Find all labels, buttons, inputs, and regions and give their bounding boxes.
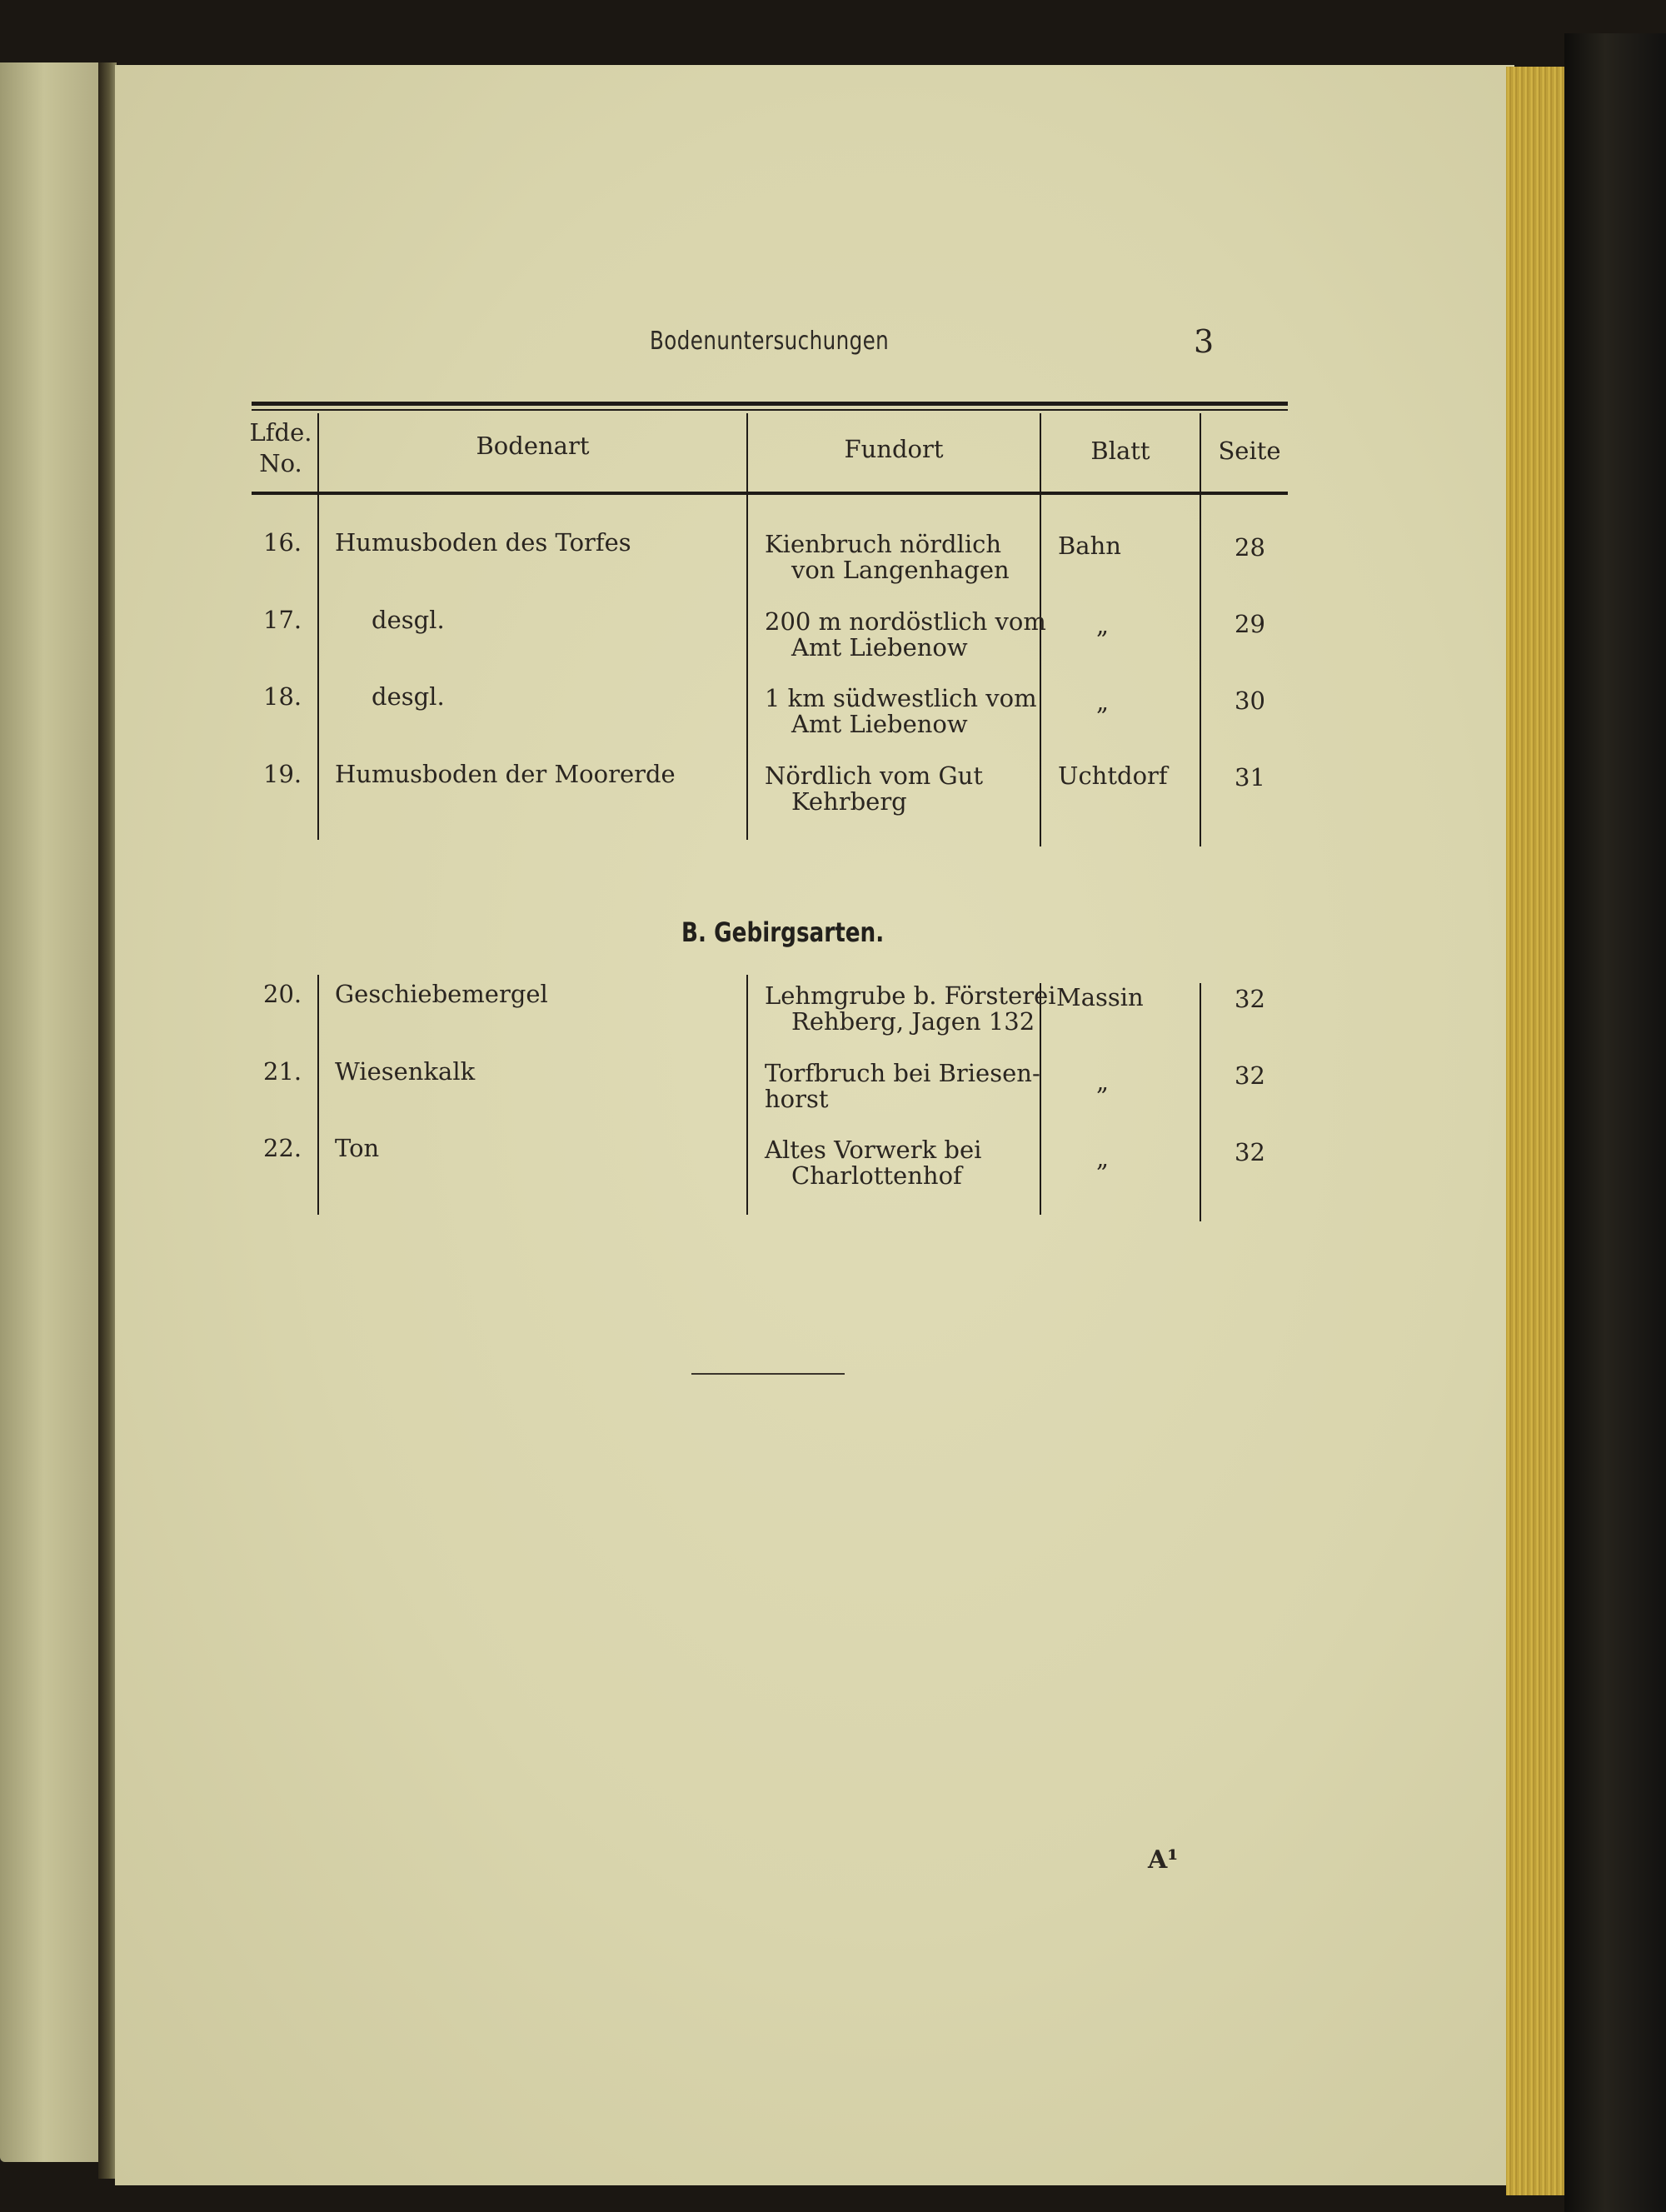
header-blatt: Blatt xyxy=(1090,437,1150,465)
page-block-edges xyxy=(1506,67,1564,2195)
row-fundort-line1: Torfbruch bei Briesen- xyxy=(765,1059,1040,1087)
book-gutter xyxy=(98,62,117,2179)
row-fundort-line1: Altes Vorwerk bei xyxy=(765,1136,982,1164)
body-b-divider-1 xyxy=(317,975,319,1215)
row-bodenart: Humusboden der Moorerde xyxy=(335,760,676,788)
row-fundort-line1: 200 m nordöstlich vom xyxy=(765,607,1046,636)
book-page xyxy=(115,65,1514,2185)
page-number: 3 xyxy=(1194,323,1215,360)
header-bodenart: Bodenart xyxy=(476,432,590,460)
row-no: 21. xyxy=(263,1057,302,1086)
body-b-divider-3 xyxy=(1040,983,1041,1215)
row-fundort-line2: Rehberg, Jagen 132 xyxy=(791,1007,1035,1036)
row-no: 22. xyxy=(263,1134,302,1162)
body-a-divider-4 xyxy=(1200,495,1201,846)
header-no-line2: No. xyxy=(259,449,302,477)
table-top-rule xyxy=(252,402,1288,406)
row-fundort-line2: von Langenhagen xyxy=(791,556,1010,584)
row-bodenart: Wiesenkalk xyxy=(335,1057,476,1086)
row-no: 16. xyxy=(263,528,302,557)
header-fundort: Fundort xyxy=(844,435,944,463)
row-seite: 28 xyxy=(1235,533,1265,562)
row-seite: 30 xyxy=(1235,687,1265,715)
row-seite: 31 xyxy=(1235,763,1265,791)
row-bodenart: Geschiebemergel xyxy=(335,980,548,1008)
book-cover xyxy=(1564,33,1666,2212)
row-fundort-line1: Kienbruch nördlich xyxy=(765,530,1002,558)
end-rule xyxy=(691,1373,845,1375)
row-fundort-line2: Amt Liebenow xyxy=(791,710,968,738)
body-b-divider-4 xyxy=(1200,983,1201,1221)
header-bottom-rule xyxy=(252,492,1288,495)
printer-signature-mark: A¹ xyxy=(1148,1845,1179,1875)
row-fundort-line1: Lehmgrube b. Försterei xyxy=(765,981,1056,1010)
table-top-rule-thin xyxy=(252,409,1288,411)
row-blatt: „ xyxy=(1096,611,1110,639)
row-no: 17. xyxy=(263,606,302,634)
body-a-divider-1 xyxy=(317,495,319,840)
header-seite: Seite xyxy=(1218,437,1281,465)
row-fundort-line1: 1 km südwestlich vom xyxy=(765,684,1037,712)
row-fundort-line2: Kehrberg xyxy=(791,787,907,816)
row-blatt: „ xyxy=(1096,687,1110,716)
header-no-line1: Lfde. xyxy=(249,418,312,447)
row-seite: 32 xyxy=(1235,1061,1265,1090)
row-bodenart: Humusboden des Torfes xyxy=(335,528,631,557)
row-blatt: Massin xyxy=(1056,983,1144,1011)
running-head: Bodenuntersuchungen xyxy=(650,327,890,356)
row-fundort-line2: Charlottenhof xyxy=(791,1161,962,1190)
row-blatt: Bahn xyxy=(1058,532,1121,560)
row-seite: 32 xyxy=(1235,1138,1265,1166)
row-seite: 29 xyxy=(1235,610,1265,638)
section-title: B. Gebirgsarten. xyxy=(681,916,885,948)
facing-page-edge xyxy=(0,62,98,2162)
row-fundort-line2: Amt Liebenow xyxy=(791,633,968,662)
row-no: 20. xyxy=(263,980,302,1008)
row-blatt: „ xyxy=(1096,1067,1110,1096)
row-blatt: Uchtdorf xyxy=(1058,761,1168,790)
row-fundort-line1: Nördlich vom Gut xyxy=(765,761,984,790)
row-seite: 32 xyxy=(1235,985,1265,1013)
body-a-divider-3 xyxy=(1040,495,1041,846)
row-no: 18. xyxy=(263,682,302,711)
body-a-divider-2 xyxy=(746,495,748,840)
row-bodenart: Ton xyxy=(335,1134,380,1162)
row-no: 19. xyxy=(263,760,302,788)
row-blatt: „ xyxy=(1096,1144,1110,1172)
row-bodenart: desgl. xyxy=(372,682,445,711)
row-bodenart: desgl. xyxy=(372,606,445,634)
body-b-divider-2 xyxy=(746,975,748,1215)
row-fundort-line2: horst xyxy=(765,1085,829,1113)
